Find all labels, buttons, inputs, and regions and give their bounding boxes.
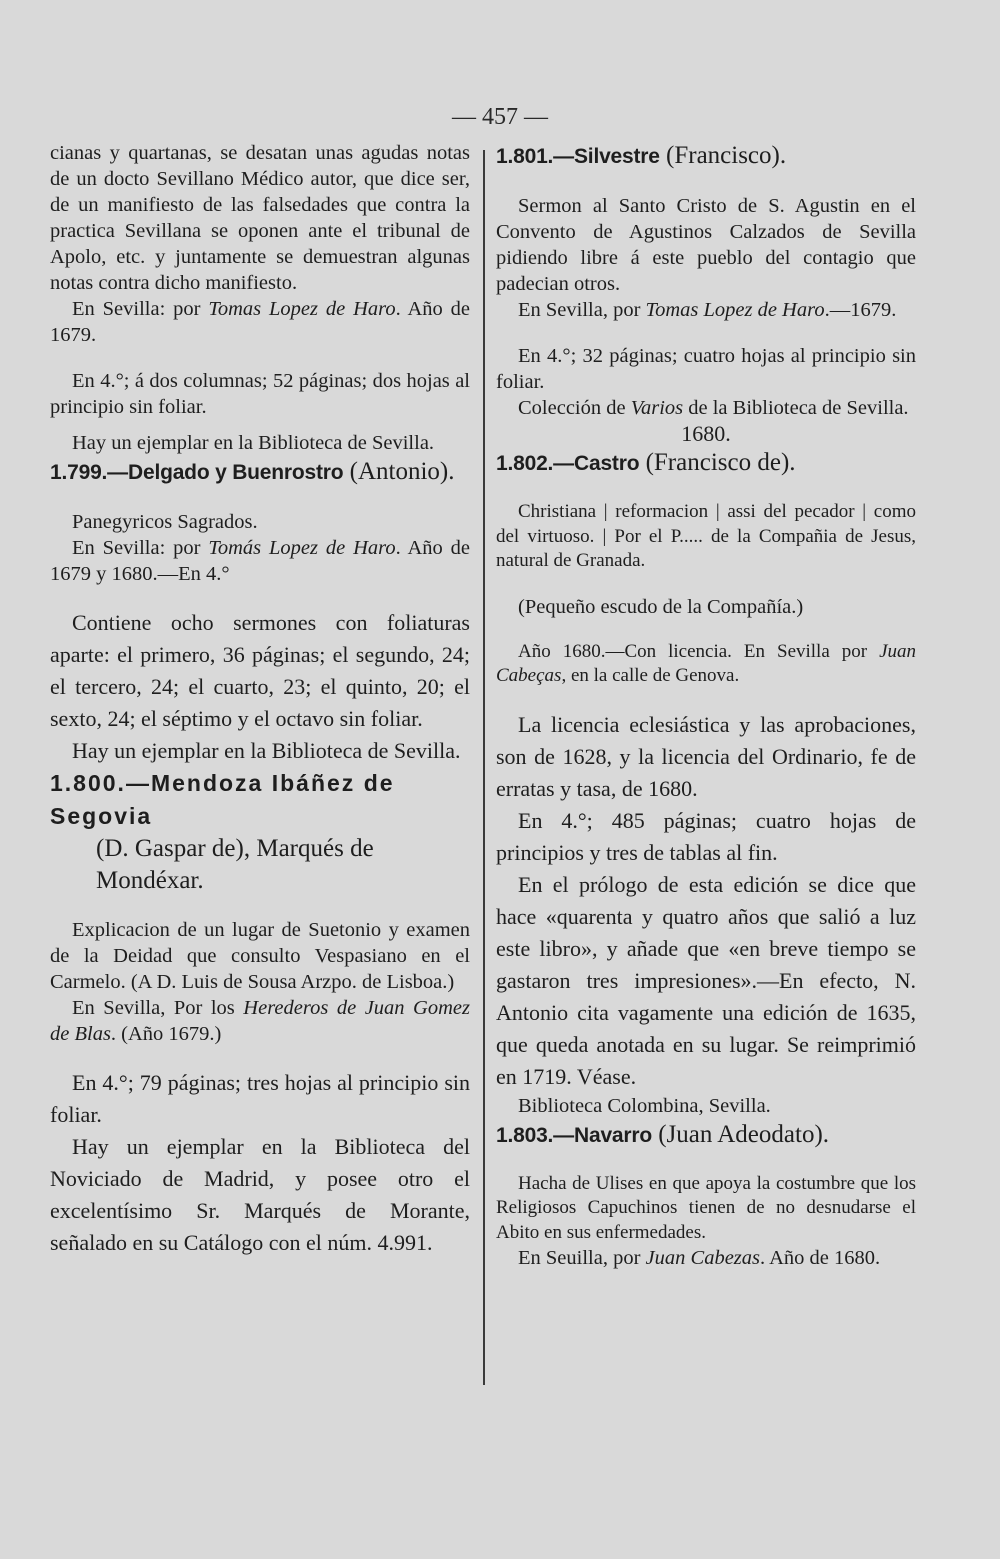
entry-1802-format: En 4.°; 485 páginas; cuatro hojas de principios y tres de tablas al fin. bbox=[496, 807, 916, 865]
author-given: (Antonio). bbox=[343, 458, 455, 485]
entry-1801-location: Colección de Varios de la Biblioteca de Sevilla. bbox=[518, 397, 909, 419]
entry-1802-heading bbox=[496, 447, 916, 480]
author-given: (Juan Adeodato). bbox=[651, 1120, 830, 1148]
entry-1800-heading bbox=[50, 767, 470, 897]
entry-1799-contents: Contiene ocho sermones con foliaturas aparte: el primero, 36 páginas; el segundo, 24; el tercero, 24; el cuarto, 23; el quinto, 20; el sexto, 24; el séptimo y el octavo sin foliar. bbox=[50, 610, 470, 731]
entry-1800-title: Explicacion de un lugar de Suetonio y examen de la Deidad que consulto Vespasiano en el Carmelo. (A D. Luis de Sousa Arzpo. de Lisboa.) bbox=[50, 919, 470, 993]
entry-1798-format: En 4.°; á dos columnas; 52 páginas; dos hojas al principio sin foliar. bbox=[50, 370, 470, 418]
entry-1798-location: Hay un ejemplar en la Biblioteca de Sevilla. bbox=[72, 432, 435, 454]
entry-1799-title: Panegyricos Sagrados. bbox=[72, 511, 258, 533]
entry-1803-heading bbox=[496, 1119, 916, 1152]
entry-1799-heading bbox=[50, 456, 470, 489]
entry-number: 1.800.— bbox=[50, 770, 151, 796]
entry-1799-imprint: En Sevilla: por Tomás Lopez de Haro. Año de 1679 y 1680.—En 4.° bbox=[50, 537, 470, 585]
entry-1800-format: En 4.°; 79 páginas; tres hojas al principio sin foliar. bbox=[50, 1070, 470, 1127]
entry-1801-imprint: En Sevilla, por Tomas Lopez de Haro.—1679. bbox=[518, 299, 897, 321]
entry-1801-title: Sermon al Santo Cristo de S. Agustin en el Convento de Agustinos Calzados de Sevilla pidiendo libre á este pueblo del contagio que padecian otros. bbox=[496, 195, 916, 295]
entry-1801-format: En 4.°; 32 páginas; cuatro hojas al principio sin foliar. bbox=[496, 345, 916, 393]
entry-number: 1.802.— bbox=[496, 452, 574, 475]
entry-1802-imprint: Año 1680.—Con licencia. En Sevilla por Juan Cabeças, en la calle de Genova. bbox=[496, 640, 916, 686]
author-surname: Mendoza Ibáñez de Segovia bbox=[50, 770, 395, 829]
entry-1801-heading bbox=[496, 140, 916, 173]
entry-number: 1.803.— bbox=[496, 1123, 574, 1147]
left-column bbox=[50, 140, 470, 1259]
author-surname: Delgado y Buenrostro bbox=[128, 461, 344, 484]
entry-number: 1.801.— bbox=[496, 145, 574, 168]
right-column bbox=[496, 140, 916, 1271]
author-given: (Francisco de). bbox=[639, 449, 796, 476]
entry-1803-title: Hacha de Ulises en que apoya la costumbre que los Religiosos Capuchinos tienen de no desnudarse el Abito en sus enfermedades. bbox=[496, 1172, 916, 1243]
author-surname: Navarro bbox=[574, 1123, 652, 1147]
author-surname: Castro bbox=[574, 452, 640, 475]
entry-1802-licences: La licencia eclesiástica y las aprobaciones, son de 1628, y la licencia del Ordinario, fe de erratas y tasa, de 1680. bbox=[496, 711, 916, 801]
entry-1799-location: Hay un ejemplar en la Biblioteca de Sevilla. bbox=[72, 738, 461, 763]
entry-number: 1.799.— bbox=[50, 461, 128, 484]
entry-1803-imprint: En Seuilla, por Juan Cabezas. Año de 1680. bbox=[518, 1247, 881, 1269]
column-divider bbox=[483, 150, 485, 1385]
entry-1800-imprint: En Sevilla, Por los Herederos de Juan Gomez de Blas. (Año 1679.) bbox=[50, 997, 470, 1045]
author-given: (D. Gaspar de), Marqués de Mondéxar. bbox=[96, 835, 374, 894]
author-surname: Silvestre bbox=[574, 145, 660, 168]
entry-1802-note: En el prólogo de esta edición se dice que hace «quarenta y quatro años que salió a luz este libro», y añade que «en breve tiempo se gastaron tres impresiones».—En efecto, N. Antonio cita vagamente una edición de 1635, que queda anotada en su lugar. Se reimprimió en 1719. Véase. bbox=[496, 871, 916, 1089]
author-given: (Francisco). bbox=[659, 142, 787, 169]
year-heading: 1680. bbox=[681, 421, 731, 446]
entry-1802-title: Christiana | reformacion | assi del pecador | como del virtuoso. | Por el P..... de la Compañia de Jesus, natural de Granada. bbox=[496, 501, 916, 571]
entry-1802-location: Biblioteca Colombina, Sevilla. bbox=[518, 1094, 771, 1117]
entry-1798-continuation: cianas y quartanas, se desatan unas agudas notas de un docto Sevillano Médico autor, que dice ser, de un manifiesto de las falsedades que contra la practica Sevillana se oponen ante el tribunal de Apolo, etc. y juntamente se demuestran algunas notas contra dicho manifiesto. bbox=[50, 142, 470, 294]
entry-1798-imprint: En Sevilla: por Tomas Lopez de Haro. Año de 1679. bbox=[50, 298, 470, 346]
entry-1800-location: Hay un ejemplar en la Biblioteca del Noviciado de Madrid, y posee otro el excelentísimo Sr. Marqués de Morante, señalado en su Catálogo con el núm. 4.991. bbox=[50, 1134, 470, 1255]
page-number: — 457 — bbox=[452, 104, 548, 130]
entry-1802-device-note: (Pequeño escudo de la Compañía.) bbox=[518, 595, 804, 618]
